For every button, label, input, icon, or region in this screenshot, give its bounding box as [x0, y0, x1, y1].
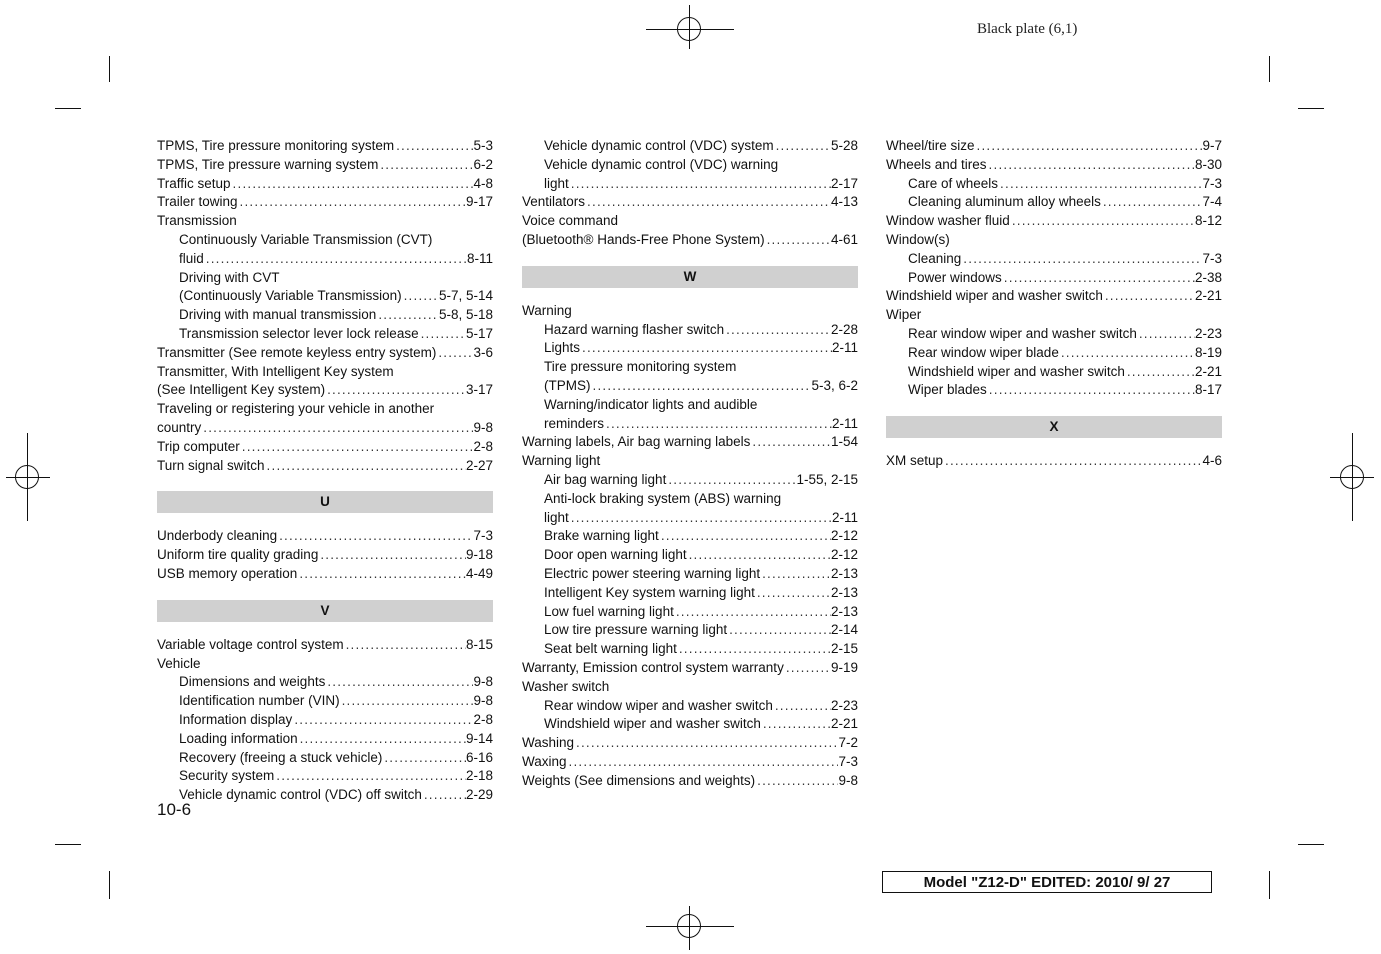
index-entry: [522, 231, 858, 250]
dot-leader: [1101, 193, 1203, 212]
dot-leader: [1059, 344, 1195, 363]
page-reference: 7-3: [1202, 175, 1222, 191]
index-subentry: [886, 344, 1222, 363]
dot-leader: [204, 250, 467, 269]
index-subentry: [522, 546, 858, 565]
index-subentry: [522, 715, 858, 734]
entry-text: Warning labels, Air bag warning labels: [522, 434, 751, 450]
index-subentry: [522, 584, 858, 603]
entry-text: Turn signal switch: [157, 457, 265, 473]
index-entry: [157, 156, 493, 175]
index-entry: [157, 363, 493, 382]
entry-text: Low fuel warning light: [544, 603, 674, 619]
entry-text: Anti-lock braking system (ABS) warning: [544, 490, 782, 506]
entry-text: Hazard warning flasher switch: [544, 321, 725, 337]
index-subentry: [886, 250, 1222, 269]
page-reference: 9-19: [830, 659, 858, 675]
dot-leader: [340, 692, 474, 711]
entry-text: Warranty, Emission control system warranty: [522, 659, 784, 675]
dot-leader: [277, 527, 473, 546]
entry-text: Driving with manual transmission: [179, 307, 377, 323]
dot-leader: [755, 772, 838, 791]
entry-text: Door open warning light: [544, 547, 687, 563]
index-subentry: [886, 325, 1222, 344]
index-subentry: [522, 697, 858, 716]
entry-text: Washer switch: [522, 678, 610, 694]
dot-leader: [394, 137, 473, 156]
dot-leader: [1002, 269, 1195, 288]
page-reference: 8-12: [1194, 213, 1222, 229]
dot-leader: [201, 419, 473, 438]
index-subentry: [522, 471, 858, 490]
dot-leader: [975, 137, 1203, 156]
index-entry: [157, 655, 493, 674]
entry-text: Warning/indicator lights and audible: [544, 396, 758, 412]
index-subentry: [886, 363, 1222, 382]
page-reference: 1-54: [830, 434, 858, 450]
dot-leader: [325, 381, 466, 400]
page-reference: 7-3: [473, 528, 493, 544]
page-reference: 6-16: [465, 749, 493, 765]
index-entry: [157, 546, 493, 565]
page-reference: 5-17: [465, 325, 493, 341]
page-reference: 2-12: [830, 528, 858, 544]
entry-text: Security system: [179, 768, 275, 784]
entry-text: Windshield wiper and washer switch: [908, 363, 1125, 379]
dot-leader: [422, 786, 466, 805]
index-subentry: [886, 381, 1222, 400]
page-reference: 2-28: [830, 321, 858, 337]
page-reference: 5-28: [830, 138, 858, 153]
index-subentry: [522, 321, 858, 340]
page-reference: 8-17: [1194, 382, 1222, 398]
page-reference: 2-29: [465, 787, 493, 803]
index-subentry: [157, 325, 493, 344]
page-reference: 9-8: [473, 693, 493, 709]
entry-text: Transmitter, With Intelligent Key system: [157, 363, 394, 379]
dot-leader: [591, 377, 812, 396]
page-reference: 2-17: [830, 175, 858, 191]
entry-text: Intelligent Key system warning light: [544, 584, 755, 600]
dot-leader: [292, 711, 473, 730]
dot-leader: [755, 584, 831, 603]
dot-leader: [231, 175, 474, 194]
entry-text: (See Intelligent Key system): [157, 382, 326, 398]
entry-text: fluid: [179, 250, 204, 266]
section-letter-header: W: [522, 266, 858, 288]
entry-text: Wheels and tires: [886, 156, 987, 172]
plate-label: Black plate (6,1): [977, 21, 1078, 37]
entry-text: Seat belt warning light: [544, 641, 677, 657]
entry-text: Wiper blades: [908, 382, 987, 398]
entry-text: Loading information: [179, 730, 298, 746]
page-reference: 2-8: [473, 438, 493, 454]
entry-text: Washing: [522, 735, 575, 751]
index-entry: [886, 137, 1222, 156]
page-reference: 9-17: [465, 194, 493, 210]
dot-leader: [1103, 287, 1195, 306]
dot-leader: [297, 565, 466, 584]
index-entry: [522, 753, 858, 772]
page-reference: 2-23: [1194, 325, 1222, 341]
index-entry: [886, 231, 1222, 250]
dot-leader: [987, 381, 1195, 400]
spacer: [522, 250, 858, 260]
index-subentry: [157, 269, 493, 288]
entry-text: Recovery (freeing a stuck vehicle): [179, 749, 383, 765]
dot-leader: [298, 730, 466, 749]
entry-text: Window washer fluid: [886, 213, 1010, 229]
page-reference: 9-8: [473, 419, 493, 435]
page-reference: 6-2: [473, 156, 493, 172]
dot-leader: [238, 193, 466, 212]
index-entry: [157, 527, 493, 546]
index-column-left: [157, 137, 493, 805]
page-reference: 5-3: [473, 138, 493, 153]
dot-leader: [580, 339, 832, 358]
entry-text: Vehicle dynamic control (VDC) system: [544, 138, 774, 153]
page-reference: 8-11: [466, 250, 493, 266]
index-subentry: [157, 306, 493, 325]
index-entry: [157, 137, 493, 156]
entry-text: Low tire pressure warning light: [544, 622, 728, 638]
index-subentry: [522, 565, 858, 584]
dot-leader: [1125, 363, 1195, 382]
dot-leader: [774, 137, 831, 156]
entry-text: Trailer towing: [157, 194, 238, 210]
entry-text: reminders: [544, 415, 605, 431]
index-subentry: [522, 415, 858, 434]
index-subentry: [157, 767, 493, 786]
page-reference: 2-21: [830, 716, 858, 732]
page-reference: 7-3: [1202, 250, 1222, 266]
dot-leader: [604, 415, 832, 434]
entry-text: Trip computer: [157, 438, 240, 454]
entry-text: Dimensions and weights: [179, 674, 326, 690]
index-entry: [522, 452, 858, 471]
entry-text: TPMS, Tire pressure monitoring system: [157, 138, 395, 153]
index-entry: [886, 452, 1222, 471]
entry-text: Cleaning aluminum alloy wheels: [908, 194, 1101, 210]
page-reference: 5-7, 5-14: [438, 288, 493, 304]
dot-leader: [344, 636, 466, 655]
page-reference: 9-7: [1202, 138, 1222, 153]
page-reference: 4-61: [830, 231, 858, 247]
entry-text: Tire pressure monitoring system: [544, 359, 737, 375]
dot-leader: [760, 565, 831, 584]
dot-leader: [784, 659, 831, 678]
entry-text: USB memory operation: [157, 565, 298, 581]
page-reference: 7-2: [838, 735, 858, 751]
page-reference: 2-14: [830, 622, 858, 638]
entry-text: Warning: [522, 302, 572, 318]
page-reference: 2-13: [830, 603, 858, 619]
entry-text: Transmitter (See remote keyless entry system): [157, 344, 437, 360]
dot-leader: [265, 457, 466, 476]
index-entry: [157, 344, 493, 363]
page-reference: 4-6: [1202, 453, 1222, 469]
entry-text: Traffic setup: [157, 175, 231, 191]
entry-text: Wheel/tire size: [886, 138, 975, 153]
index-entry: [522, 772, 858, 791]
index-subentry: [522, 358, 858, 377]
dot-leader: [378, 156, 473, 175]
index-entry: [157, 193, 493, 212]
dot-leader: [961, 250, 1202, 269]
page-reference: 1-55, 2-15: [796, 471, 858, 487]
index-entry: [522, 302, 858, 321]
page-reference: 2-11: [831, 415, 858, 431]
page-reference: 4-13: [830, 194, 858, 210]
page-reference: 2-27: [465, 457, 493, 473]
entry-text: Voice command: [522, 213, 619, 229]
dot-leader: [569, 509, 832, 528]
entry-text: Traveling or registering your vehicle in another: [157, 401, 435, 417]
index-subentry: [157, 730, 493, 749]
index-subentry: [157, 692, 493, 711]
dot-leader: [274, 767, 466, 786]
entry-text: Driving with CVT: [179, 269, 280, 285]
dot-leader: [773, 697, 831, 716]
entry-text: Ventilators: [522, 194, 586, 210]
index-entry: [886, 306, 1222, 325]
dot-leader: [724, 321, 831, 340]
page-reference: 2-18: [465, 768, 493, 784]
dot-leader: [585, 193, 831, 212]
page-reference: 3-6: [473, 344, 493, 360]
entry-text: Windshield wiper and washer switch: [544, 716, 761, 732]
entry-text: Waxing: [522, 753, 567, 769]
index-subentry: [522, 396, 858, 415]
dot-leader: [569, 175, 831, 194]
index-column-right: [886, 137, 1222, 471]
entry-text: Variable voltage control system: [157, 636, 344, 652]
entry-text: Cleaning: [908, 250, 962, 266]
page-reference: 2-38: [1194, 269, 1222, 285]
index-subentry: [157, 231, 493, 250]
index-entry: [886, 156, 1222, 175]
index-entry: [522, 212, 858, 231]
page-reference: 9-18: [465, 547, 493, 563]
page-reference: 2-23: [830, 697, 858, 713]
dot-leader: [943, 452, 1202, 471]
spacer: [886, 400, 1222, 410]
page-reference: 2-21: [1194, 288, 1222, 304]
page-reference: 5-3, 6-2: [811, 377, 858, 393]
index-subentry: [522, 603, 858, 622]
dot-leader: [1010, 212, 1195, 231]
index-subentry: [886, 193, 1222, 212]
index-entry: [157, 212, 493, 231]
dot-leader: [402, 287, 439, 306]
index-entry: [157, 636, 493, 655]
entry-text: Rear window wiper and washer switch: [908, 325, 1137, 341]
index-entry: [886, 212, 1222, 231]
entry-text: Warning light: [522, 453, 601, 469]
entry-text: light: [544, 175, 569, 191]
page-reference: 7-3: [838, 753, 858, 769]
dot-leader: [436, 344, 473, 363]
index-subentry: [522, 377, 858, 396]
index-entry: [157, 381, 493, 400]
dot-leader: [376, 306, 439, 325]
entry-text: Vehicle dynamic control (VDC) off switch: [179, 787, 422, 803]
index-subentry: [886, 269, 1222, 288]
page-reference: 2-12: [830, 547, 858, 563]
page-reference: 2-11: [831, 509, 858, 525]
entry-text: Windshield wiper and washer switch: [886, 288, 1103, 304]
index-subentry: [522, 339, 858, 358]
entry-text: Underbody cleaning: [157, 528, 278, 544]
page-reference: 2-11: [831, 340, 858, 356]
page-number: 10-6: [157, 800, 192, 819]
dot-leader: [240, 438, 474, 457]
dot-leader: [750, 433, 831, 452]
index-entry: [157, 457, 493, 476]
entry-text: Power windows: [908, 269, 1002, 285]
index-subentry: [157, 749, 493, 768]
page-reference: 2-13: [830, 584, 858, 600]
index-entry: [522, 678, 858, 697]
dot-leader: [419, 325, 466, 344]
section-letter-header: X: [886, 416, 1222, 438]
entry-text: (TPMS): [544, 377, 591, 393]
dot-leader: [1137, 325, 1195, 344]
page-reference: 9-8: [473, 674, 493, 690]
dot-leader: [987, 156, 1195, 175]
entry-text: Rear window wiper blade: [908, 344, 1059, 360]
entry-text: (Continuously Variable Transmission): [179, 288, 402, 304]
dot-leader: [677, 640, 831, 659]
page-reference: 2-13: [830, 565, 858, 581]
page-reference: 4-8: [473, 175, 493, 191]
entry-text: Vehicle dynamic control (VDC) warning: [544, 156, 779, 172]
dot-leader: [727, 621, 831, 640]
spacer: [157, 584, 493, 594]
index-entry: [522, 659, 858, 678]
page-reference: 2-8: [473, 711, 493, 727]
index-subentry: [157, 287, 493, 306]
dot-leader: [325, 673, 473, 692]
section-letter-header: U: [157, 491, 493, 513]
entry-text: Wiper: [886, 307, 922, 323]
index-subentry: [886, 175, 1222, 194]
dot-leader: [318, 546, 466, 565]
index-entry: [522, 734, 858, 753]
page-reference: 4-49: [465, 565, 493, 581]
index-entry: [157, 175, 493, 194]
section-letter-header: V: [157, 600, 493, 622]
entry-text: Vehicle: [157, 655, 201, 671]
index-column-middle: [522, 137, 858, 791]
entry-text: Window(s): [886, 231, 950, 247]
index-subentry: [522, 509, 858, 528]
entry-text: Transmission selector lever lock release: [179, 325, 419, 341]
index-subentry: [522, 137, 858, 156]
page-reference: 8-19: [1194, 344, 1222, 360]
entry-text: TPMS, Tire pressure warning system: [157, 156, 379, 172]
dot-leader: [674, 603, 831, 622]
dot-leader: [567, 753, 839, 772]
page-reference: 7-4: [1202, 194, 1222, 210]
entry-text: Rear window wiper and washer switch: [544, 697, 773, 713]
page-reference: 8-30: [1194, 156, 1222, 172]
index-subentry: [157, 250, 493, 269]
dot-leader: [382, 749, 466, 768]
entry-text: light: [544, 509, 569, 525]
page-reference: 8-15: [465, 636, 493, 652]
entry-text: Identification number (VIN): [179, 693, 340, 709]
entry-text: Brake warning light: [544, 528, 659, 544]
model-edit-stamp: Model "Z12-D" EDITED: 2010/ 9/ 27: [882, 871, 1212, 893]
index-subentry: [157, 711, 493, 730]
entry-text: Transmission: [157, 213, 237, 229]
index-subentry: [522, 156, 858, 175]
page-reference: 2-15: [830, 641, 858, 657]
page-reference: 5-8, 5-18: [438, 307, 493, 323]
dot-leader: [765, 231, 831, 250]
entry-text: Care of wheels: [908, 175, 999, 191]
index-subentry: [522, 175, 858, 194]
index-entry: [522, 193, 858, 212]
entry-text: country: [157, 419, 202, 435]
index-subentry: [157, 786, 493, 805]
entry-text: Continuously Variable Transmission (CVT): [179, 231, 433, 247]
index-subentry: [522, 640, 858, 659]
index-subentry: [522, 527, 858, 546]
index-entry: [157, 400, 493, 419]
dot-leader: [687, 546, 831, 565]
entry-text: (Bluetooth® Hands-Free Phone System): [522, 231, 765, 247]
index-entry: [522, 433, 858, 452]
dot-leader: [666, 471, 796, 490]
index-subentry: [522, 490, 858, 509]
entry-text: Weights (See dimensions and weights): [522, 772, 756, 788]
page-reference: 9-14: [465, 730, 493, 746]
dot-leader: [574, 734, 838, 753]
dot-leader: [659, 527, 831, 546]
entry-text: XM setup: [886, 453, 944, 469]
index-entry: [157, 419, 493, 438]
entry-text: Lights: [544, 340, 581, 356]
page-reference: 9-8: [838, 772, 858, 788]
spacer: [157, 475, 493, 485]
dot-leader: [761, 715, 831, 734]
index-entry: [157, 438, 493, 457]
index-subentry: [522, 621, 858, 640]
page-reference: 3-17: [465, 382, 493, 398]
page-reference: 2-21: [1194, 363, 1222, 379]
index-entry: [157, 565, 493, 584]
entry-text: Air bag warning light: [544, 471, 667, 487]
entry-text: Information display: [179, 711, 293, 727]
dot-leader: [998, 175, 1202, 194]
entry-text: Uniform tire quality grading: [157, 547, 319, 563]
entry-text: Electric power steering warning light: [544, 565, 761, 581]
index-subentry: [157, 673, 493, 692]
index-entry: [886, 287, 1222, 306]
